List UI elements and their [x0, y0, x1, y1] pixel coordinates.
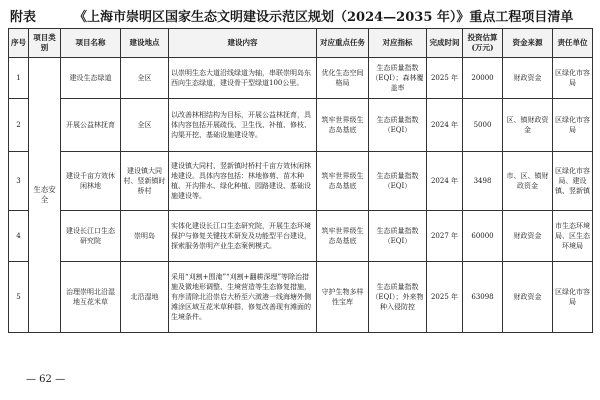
cell-no: 3: [9, 152, 29, 211]
cell-location: 北沿湿地: [121, 262, 169, 333]
cell-investment: 5000: [463, 99, 503, 152]
cell-investment: 3498: [463, 152, 503, 211]
header-fund: 资金来源: [503, 29, 553, 58]
cell-name: 治理崇明北沿湿地互花米草: [61, 262, 121, 333]
cell-time: 2024 年: [427, 99, 463, 152]
cell-no: 5: [9, 262, 29, 333]
title-label: 附表: [10, 10, 37, 25]
header-time: 完成时间: [427, 29, 463, 58]
cell-unit: 区绿化市容局、建设镇、竖新镇: [553, 152, 593, 211]
cell-content: 采用“刈割+围淹”“刈割+翻耕深埋”等除治措施及微地形调整、生境营造等生态修复措施，有序清除北沿崇启大桥至六滧港一线海塘外侧滩涂区域互花米草种群，修复改善现有滩面的生境条件。: [169, 262, 317, 333]
cell-unit: 区绿化市容局: [553, 262, 593, 333]
cell-task: 守护生物多样性宝库: [317, 262, 369, 333]
project-table: [8, 28, 593, 333]
cell-indicator: 生态质量指数（EQI）: [369, 99, 427, 152]
cell-name: 建设千亩方效休闲林地: [61, 152, 121, 211]
cell-fund: 区、镇财政资金: [503, 99, 553, 152]
header-investment: 投资估算(万元): [463, 29, 503, 58]
cell-location: 全区: [121, 99, 169, 152]
header-content: 建设内容: [169, 29, 317, 58]
table-row: [9, 58, 593, 99]
header-task: 对应重点任务: [317, 29, 369, 58]
cell-task: 筑牢世界级生态岛基底: [317, 152, 369, 211]
cell-location: 建设镇大同村、竖新镇时桥村: [121, 152, 169, 211]
cell-no: 2: [9, 99, 29, 152]
cell-category: 生态安全: [29, 58, 61, 333]
cell-task: 优化生态空间格局: [317, 58, 369, 99]
header-location: 建设地点: [121, 29, 169, 58]
header-category: 项目类别: [29, 29, 61, 58]
cell-name: 建设生态绿道: [61, 58, 121, 99]
cell-task: 筑牢世界级生态岛基底: [317, 99, 369, 152]
cell-investment: 20000: [463, 58, 503, 99]
header-name: 项目名称: [61, 29, 121, 58]
cell-time: 2025 年: [427, 262, 463, 333]
cell-time: 2025 年: [427, 58, 463, 99]
cell-location: 崇明岛: [121, 211, 169, 262]
cell-fund: 财政资金: [503, 211, 553, 262]
cell-unit: 区绿化市容局: [553, 99, 593, 152]
cell-name: 开展公益林抚育: [61, 99, 121, 152]
cell-fund: 财政资金: [503, 262, 553, 333]
cell-indicator: 生态质量指数（EQI）: [369, 211, 427, 262]
cell-time: 2024 年: [427, 152, 463, 211]
table-row: [9, 211, 593, 262]
header-no: 序号: [9, 29, 29, 58]
document-title: [0, 6, 600, 24]
table-row: [9, 152, 593, 211]
cell-task: 筑牢世界级生态岛基底: [317, 211, 369, 262]
cell-name: 建设长江口生态研究院: [61, 211, 121, 262]
cell-indicator: 生态质量指数（EQI）: [369, 152, 427, 211]
cell-content: 建设镇大同村、竖新镇时桥村千亩方效休闲林地建设。具体内容包括：林地修剪、苗木种植、开沟排水、绿化种植、园路建设、基础设施建设等。: [169, 152, 317, 211]
cell-unit: 区绿化市容局: [553, 58, 593, 99]
cell-indicator: 生态质量指数（EQI）；森林覆盖率: [369, 58, 427, 99]
cell-content: 以崇明生态大道沿线绿道为轴，串联崇明岛东西向生态绿道，建设骨干型绿道100公里。: [169, 58, 317, 99]
cell-no: 4: [9, 211, 29, 262]
cell-content: 实体化建设长江口生态研究院，开展生态环境保护与修复关键技术研发及功能型平台建设，探索服务崇明产业生态案例模式。: [169, 211, 317, 262]
cell-investment: 60000: [463, 211, 503, 262]
cell-investment: 63098: [463, 262, 503, 333]
title-text: 《上海市崇明区国家生态文明建设示范区规划（2024—2035 年）》重点工程项目清单: [74, 10, 574, 25]
cell-no: 1: [9, 58, 29, 99]
cell-content: 以改善林相结构为目标，开展公益林抚育，具体内容包括开展疏伐、卫生伐、补植、修枝、沟渠开挖、基础设施建设等。: [169, 99, 317, 152]
cell-fund: 财政资金: [503, 58, 553, 99]
cell-indicator: 生态质量指数（EQI）；外来物种入侵防控: [369, 262, 427, 333]
cell-unit: 市生态环境局、区生态环境局: [553, 211, 593, 262]
table-row: [9, 262, 593, 333]
cell-location: 全区: [121, 58, 169, 99]
table-header-row: [9, 29, 593, 58]
page-number: — 62 —: [26, 374, 66, 385]
table-row: [9, 99, 593, 152]
cell-time: 2027 年: [427, 211, 463, 262]
header-unit: 责任单位: [553, 29, 593, 58]
header-indicator: 对应指标: [369, 29, 427, 58]
cell-fund: 市、区、镇财政资金: [503, 152, 553, 211]
